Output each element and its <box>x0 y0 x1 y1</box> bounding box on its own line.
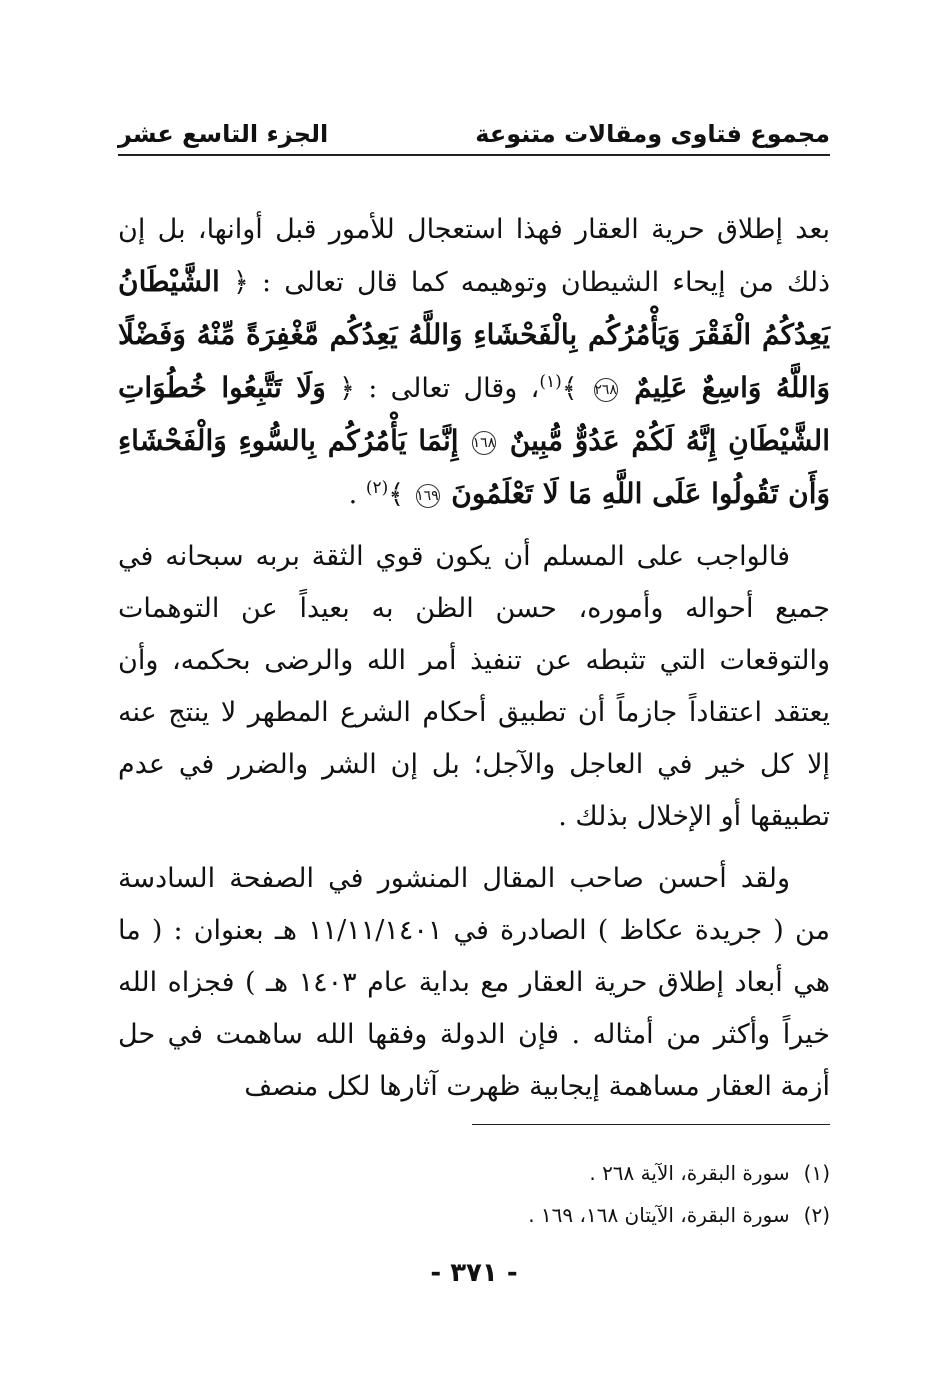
footnote-item <box>118 1152 830 1194</box>
paragraph-1: بعد إطلاق حرية العقار فهذا استعجال للأمور قبل أوانها، بل إن ذلك من إيحاء الشيطان وتوهيمه كما قال تعالى : ﴿ الشَّيْطَانُ يَعِدُكُمُ الْفَقْرَ وَيَأْمُرُكُم بِالْفَحْشَاءِ وَاللَّهُ يَعِدُكُم مَّغْفِرَةً مِّنْهُ وَفَضْلًا وَاللَّهُ وَاسِعٌ عَلِيمٌ ٢٦٨ ﴾$^{(١)}$، وقال تعالى : ﴿ وَلَا تَتَّبِعُوا خُطُوَاتِ الشَّيْطَانِ إِنَّهُ لَكُمْ عَدُوٌّ مُّبِينٌ ١٦٨ إِنَّمَا يَأْمُرُكُم بِالسُّوءِ وَالْفَحْشَاءِ وَأَن تَقُولُوا عَلَى اللَّهِ مَا لَا تَعْلَمُونَ ١٦٩ ﴾$^{(٢)}$ . <box>118 214 831 510</box>
footnote-number: (١) <box>803 1161 830 1185</box>
footnote-item <box>118 1194 830 1236</box>
footnote-number: (٢) <box>803 1203 830 1227</box>
footnote-ref-2: (٢) <box>365 478 389 498</box>
quote-close-bracket: ﴾ <box>388 479 405 510</box>
ayah-number-badge: ١٦٨ <box>472 431 496 455</box>
footnote-ref-1: (١) <box>539 372 562 392</box>
main-text <box>118 204 830 1123</box>
ayah-number-badge: ٢٦٨ <box>594 378 618 402</box>
quote-open-bracket: ﴿ <box>233 267 249 298</box>
quran-quote-2b: إِنَّمَا يَأْمُرُكُم بِالسُّوءِ وَالْفَحْشَاءِ وَأَن تَقُولُوا عَلَى اللَّهِ مَا لَا تَعْلَمُونَ <box>118 424 830 510</box>
paragraph-1-intro: بعد إطلاق حرية العقار فهذا استعجال للأمور قبل أوانها، بل إن ذلك من إيحاء الشيطان وتوهيمه كما قال تعالى : <box>118 214 830 298</box>
quote-open-bracket: ﴿ <box>339 373 355 404</box>
header-volume-title: الجزء التاسع عشر <box>118 120 329 148</box>
book-page <box>118 0 830 1381</box>
quote-close-bracket: ﴾ <box>561 373 578 404</box>
transition-text: ، وقال تعالى : <box>368 373 540 404</box>
footnotes <box>118 1152 830 1236</box>
running-header <box>118 108 830 148</box>
ayah-number-badge: ١٦٩ <box>416 484 440 508</box>
header-book-title: مجموع فتاوى ومقالات متنوعة <box>475 120 830 148</box>
footnote-text: سورة البقرة، الآية ٢٦٨ . <box>589 1161 790 1185</box>
page-number: - ٣٧١ - <box>430 1258 518 1288</box>
header-rule <box>118 154 830 156</box>
footnote-separator <box>472 1124 830 1125</box>
quran-quote-2a: وَلَا تَتَّبِعُوا خُطُوَاتِ الشَّيْطَانِ إِنَّهُ لَكُمْ عَدُوٌّ مُّبِينٌ <box>118 371 830 457</box>
quran-quote-1: الشَّيْطَانُ يَعِدُكُمُ الْفَقْرَ وَيَأْمُرُكُم بِالْفَحْشَاءِ وَاللَّهُ يَعِدُكُم مَّغْفِرَةً مِّنْهُ وَفَضْلًا وَاللَّهُ وَاسِعٌ عَلِيمٌ <box>118 265 831 404</box>
footnote-text: سورة البقرة، الآيتان ١٦٨، ١٦٩ . <box>528 1203 790 1227</box>
paragraph-2: فالواجب على المسلم أن يكون قوي الثقة بربه سبحانه في جميع أحواله وأموره، حسن الظن به بعيداً عن التوهمات والتوقعات التي تثبطه عن تنفيذ أمر الله والرضى بحكمه، وأن يعتقد اعتقاداً جازماً أن تطبيق أحكام الشرع المطهر لا ينتج عنه إلا كل خير في العاجل والآجل؛ بل إن الشر والضرر في عدم تطبيقها أو الإخلال بذلك . <box>118 541 830 832</box>
paragraph-3: ولقد أحسن صاحب المقال المنشور في الصفحة السادسة من ( جريدة عكاظ ) الصادرة في ١١/١١/١٤٠١ هـ بعنوان : ( ما هي أبعاد إطلاق حرية العقار مع بداية عام ١٤٠٣ هـ ) فجزاه الله خيراً وأكثر من أمثاله . فإن الدولة وفقها الله ساهمت في حل أزمة العقار مساهمة إيجابية ظهرت آثارها لكل منصف <box>118 863 830 1102</box>
